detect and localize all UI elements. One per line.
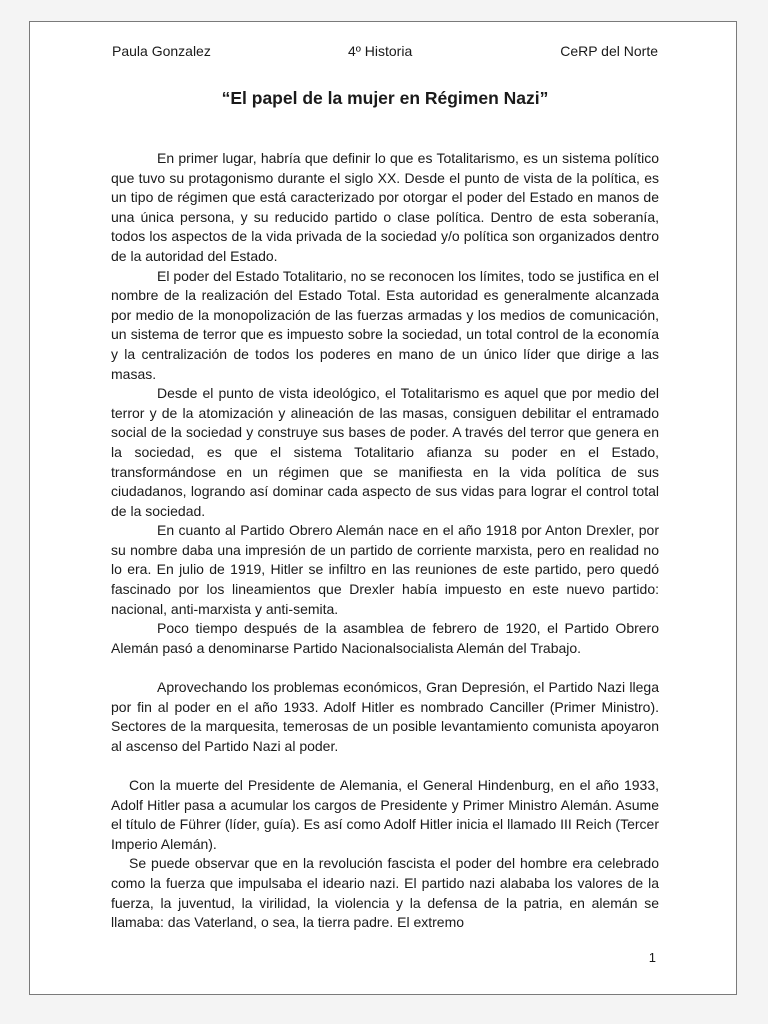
paragraph-6: Aprovechando los problemas económicos, Gran Depresión, el Partido Nazi llega por fin al poder en el año 1933. Adolf Hitler es nombrado Canciller (Primer Ministro). Sectores de la marquesita, temerosas de un posible levantamiento comunista apoyaron al ascenso del Partido Nazi al poder. bbox=[111, 679, 659, 754]
paragraph-4: En cuanto al Partido Obrero Alemán nace en el año 1918 por Anton Drexler, por su nombre daba una impresión de un partido de corriente marxista, pero en realidad no lo era. En julio de 1919, Hitler se infiltro en las reuniones de este partido, pero quedó fascinado por los lineamientos que Drexler había impuesto en este nuevo partido: nacional, anti-marxista y anti-semita. bbox=[111, 522, 659, 617]
paragraph-1: En primer lugar, habría que definir lo que es Totalitarismo, es un sistema político que tuvo su protagonismo durante el siglo XX. Desde el punto de vista de la política, es un tipo de régimen que está caracterizado por otorgar el poder del Estado en manos de una única persona, y su reducido partido o clase política. Dentro de esta soberanía, todos los aspectos de la vida privada de la sociedad y/o política son organizados dentro de la autoridad del Estado. bbox=[111, 150, 659, 264]
header-course: 4º Historia bbox=[348, 43, 413, 59]
paragraph-8: Se puede observar que en la revolución fascista el poder del hombre era celebrado como la fuerza que impulsaba el ideario nazi. El partido nazi alababa los valores de la fuerza, la juventud, la virilidad, la violencia y la defensa de la patria, en alemán se llamaba: das Vaterland, o sea, la tierra padre. El extremo bbox=[111, 855, 659, 931]
page-number: 1 bbox=[648, 950, 656, 965]
document-page bbox=[29, 21, 737, 995]
header-author: Paula Gonzalez bbox=[112, 43, 211, 59]
paragraph-7: Con la muerte del Presidente de Alemania, el General Hindenburg, en el año 1933, Adolf Hitler pasa a acumular los cargos de Presidente y Primer Ministro Alemán. Asume el título de Führer (líder, guía). Es así como Adolf Hitler inicia el llamado III Reich (Tercer Imperio Alemán). bbox=[111, 777, 659, 852]
document-body bbox=[111, 149, 659, 933]
paragraph-2: El poder del Estado Totalitario, no se reconocen los límites, todo se justifica en el nombre de la realización del Estado Total. Esta autoridad es generalmente alcanzada por medio de la monopolización de las fuerzas armadas y los medios de comunicación, un sistema de terror que es impuesto sobre la sociedad, un total control de la economía y la centralización de todos los poderes en mano de un único líder que dirige a las masas. bbox=[111, 267, 659, 382]
header-school: CeRP del Norte bbox=[560, 43, 658, 59]
paragraph-3: Desde el punto de vista ideológico, el Totalitarismo es aquel que por medio del terror y de la atomización y alineación de las masas, consiguen debilitar el entramado social de la sociedad y construye sus bases de poder. A través del terror que genera en la sociedad, es que el sistema Totalitario afianza su poder en el Estado, transformándose en un régimen que se manifiesta en la vida política de sus ciudadanos, logrando así dominar cada aspecto de sus vidas para lograr el control total de la sociedad. bbox=[111, 385, 659, 519]
paragraph-5: Poco tiempo después de la asamblea de febrero de 1920, el Partido Obrero Alemán pasó a denominarse Partido Nacionalsocialista Alemán del Trabajo. bbox=[111, 620, 659, 656]
document-title: “El papel de la mujer en Régimen Nazi” bbox=[221, 88, 549, 108]
